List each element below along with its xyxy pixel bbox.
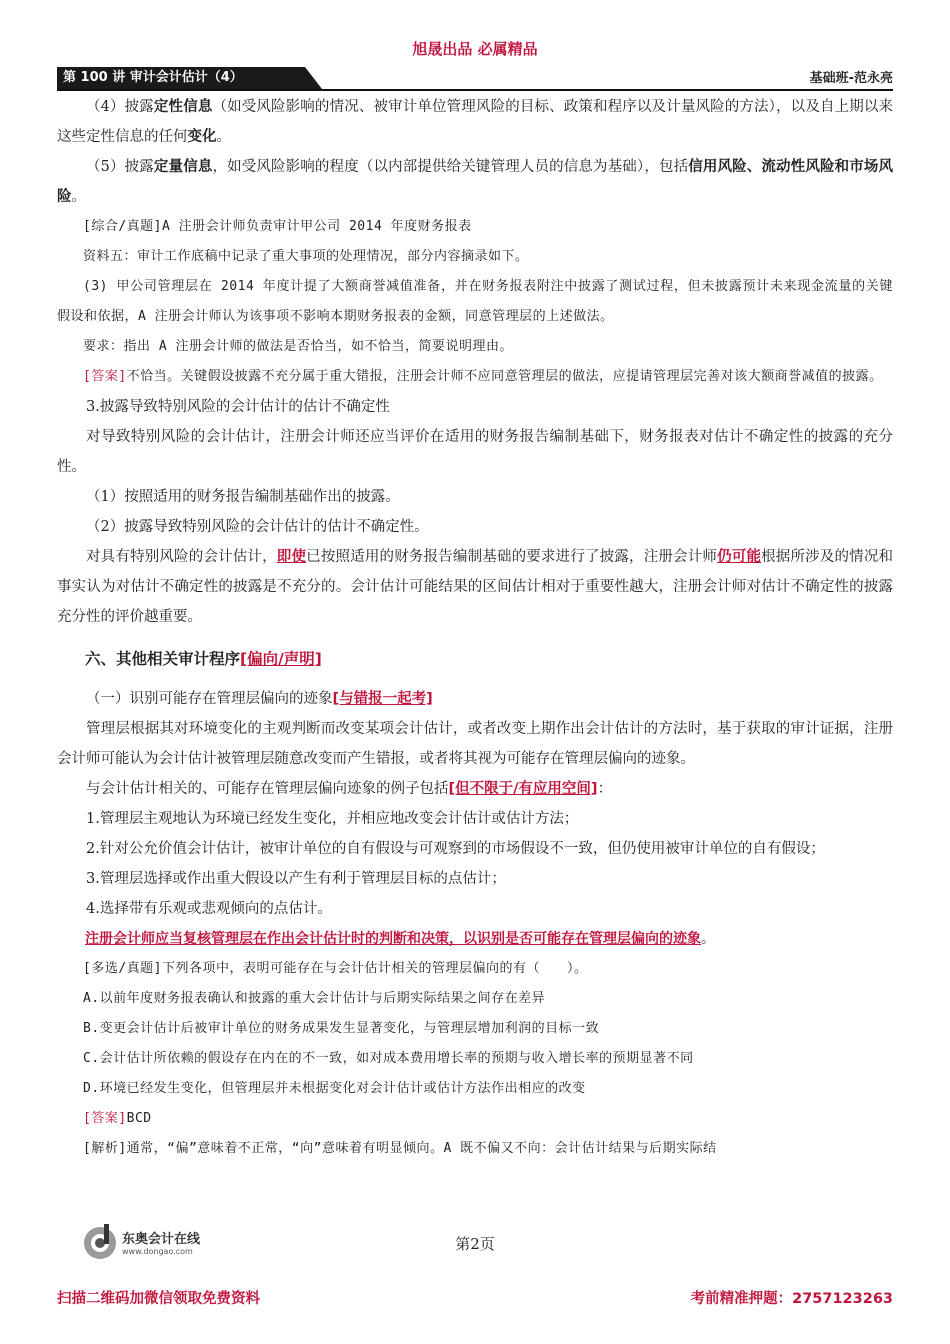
- paragraph-qualitative: （4）披露定性信息（如受风险影响的情况、被审计单位管理风险的目标、政策和程序以及计量风险的方法），以及自上期以来这些定性信息的任何变化。: [57, 98, 894, 145]
- answer-2: [答案]BCD: [83, 1111, 152, 1126]
- example-1: 1.管理层主观地认为环境已经发生变化，并相应地改变会计估计或估计方法；: [86, 811, 579, 827]
- lecture-title: 第 100 讲 审计会计估计（4）: [63, 70, 243, 85]
- header-slogan: 旭晟出品 必属精品: [412, 40, 538, 58]
- paragraph-quantitative: （5）披露定量信息，如受风险影响的程度（以内部提供给关键管理人员的信息为基础），包括信用风险、流动性风险和市场风险。: [57, 158, 894, 205]
- question-2-option-b: B.变更会计估计后被审计单位的财务成果发生显著变化，与管理层增加利润的目标一致: [83, 1021, 600, 1036]
- logo-url: www.dongao.com: [122, 1247, 193, 1256]
- answer-1: [答案]不恰当。关键假设披露不充分属于重大错报，注册会计师不应同意管理层的做法，应提请管理层完善对该大额商誉减值的披露。: [83, 369, 883, 384]
- subsection-1-examples-intro: 与会计估计相关的、可能存在管理层偏向迹象的例子包括[但不限于/有应用空间]：: [86, 781, 613, 797]
- question-2-stem: [多选/真题]下列各项中，表明可能存在与会计估计相关的管理层偏向的有（ ）。: [83, 961, 588, 976]
- question-1-stem: [综合/真题]A 注册会计师负责审计甲公司 2014 年度财务报表: [83, 219, 472, 234]
- section-6-heading: 六、其他相关审计程序[偏向/声明]: [85, 650, 322, 668]
- explanation-2: [解析]通常，“偏”意味着不正常，“向”意味着有明显倾向。A 既不偏又不向：会计估计结果与后期实际结: [83, 1141, 717, 1156]
- question-2-option-d: D.环境已经发生变化，但管理层并未根据变化对会计估计或估计方法作出相应的改变: [83, 1081, 586, 1096]
- question-1-requirement: 要求：指出 A 注册会计师的做法是否恰当，如不恰当，简要说明理由。: [83, 339, 513, 354]
- section-3-paragraph-2: 对具有特别风险的会计估计，即使已按照适用的财务报告编制基础的要求进行了披露，注册会计师仍可能根据所涉及的情况和事实认为对估计不确定性的披露是不充分的。会计估计可能结果的区间估计相对于重要性越大，注册会计师对估计不确定性的披露充分性的评价越重要。: [57, 548, 894, 625]
- example-3: 3.管理层选择或作出重大假设以产生有利于管理层目标的点估计；: [86, 871, 506, 887]
- section-3-item-1: （1）按照适用的财务报告编制基础作出的披露。: [86, 489, 400, 505]
- question-1-material: 资料五：审计工作底稿中记录了重大事项的处理情况，部分内容摘录如下。: [83, 249, 529, 264]
- document-body: [57, 92, 893, 1164]
- question-1-item: (3) 甲公司管理层在 2014 年度计提了大额商誉减值准备，并在财务报表附注中披露了测试过程，但未披露预计未来现金流量的关键假设和依据，A 注册会计师认为该事项不影响本期财务报表的金额，同意管理层的上述做法。: [57, 279, 893, 324]
- page-number: 第2页: [455, 1235, 495, 1253]
- header-divider: [57, 89, 893, 91]
- footer-right-promo: 考前精准押题：2757123263: [690, 1291, 893, 1307]
- section-3-item-2: （2）披露导致特别风险的会计估计的估计不确定性。: [86, 519, 429, 535]
- section-3-title: 3.披露导致特别风险的会计估计的估计不确定性: [86, 399, 390, 415]
- footer-left-promo: 扫描二维码加微信领取免费资料: [57, 1291, 260, 1307]
- question-2-option-a: A.以前年度财务报表确认和披露的重大会计估计与后期实际结果之间存在差异: [83, 991, 546, 1006]
- course-name: 基础班-范永亮: [809, 71, 893, 86]
- key-note: 注册会计师应当复核管理层在作出会计估计时的判断和决策，以识别是否可能存在管理层偏向的迹象。: [85, 931, 715, 947]
- example-4: 4.选择带有乐观或悲观倾向的点估计。: [86, 901, 332, 917]
- subsection-1-paragraph: 管理层根据其对环境变化的主观判断而改变某项会计估计，或者改变上期作出会计估计的方法时，基于获取的审计证据，注册会计师可能认为会计估计被管理层随意改变而产生错报，或者将其视为可能存在管理层偏向的迹象。: [57, 721, 893, 767]
- section-3-paragraph: 对导致特别风险的会计估计，注册会计师还应当评价在适用的财务报告编制基础下，财务报表对估计不确定性的披露的充分性。: [57, 429, 893, 475]
- example-2: 2.针对公允价值会计估计，被审计单位的自有假设与可观察到的市场假设不一致，但仍使用被审计单位的自有假设；: [86, 841, 825, 857]
- logo-name: 东奥会计在线: [122, 1232, 201, 1247]
- question-2-option-c: C.会计估计所依赖的假设存在内在的不一致，如对成本费用增长率的预期与收入增长率的预期显著不同: [83, 1051, 694, 1066]
- subsection-1-title: （一）识别可能存在管理层偏向的迹象[与错报一起考]: [86, 691, 433, 707]
